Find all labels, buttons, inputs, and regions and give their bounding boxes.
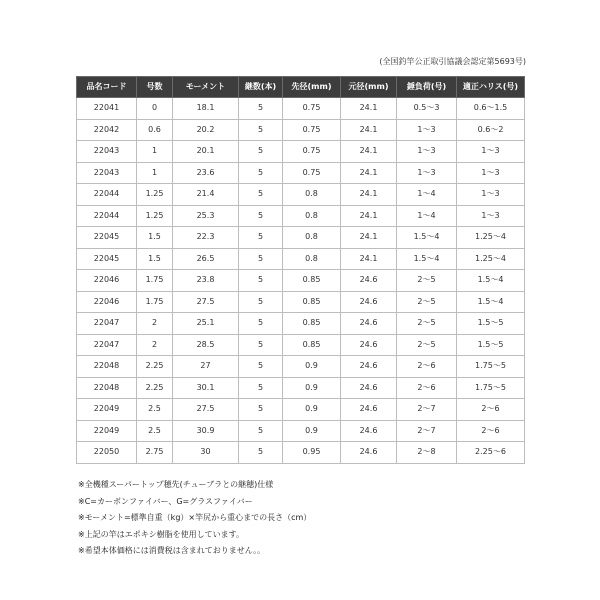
note-tax-excluded: ※希望本体価格には消費税は含まれておりません。。	[78, 546, 266, 555]
cell-moment: 22.3	[173, 227, 239, 249]
cell-sinker-load: 1〜3	[397, 119, 457, 141]
cell-butt-diameter: 24.6	[341, 291, 397, 313]
col-header-size: 号数	[137, 77, 173, 98]
spec-table-header	[77, 77, 525, 98]
cell-leader: 2〜6	[457, 420, 525, 442]
note-material-legend: ※C=カーボンファイバー、G=グラスファイバー	[78, 496, 253, 506]
table-row	[77, 205, 525, 227]
cell-product-code: 22047	[77, 334, 137, 356]
cell-tip-diameter: 0.9	[283, 420, 341, 442]
cell-tip-diameter: 0.8	[283, 227, 341, 249]
cell-moment: 25.3	[173, 205, 239, 227]
cell-butt-diameter: 24.1	[341, 98, 397, 120]
cell-leader: 1.25〜4	[457, 248, 525, 270]
cell-product-code: 22046	[77, 270, 137, 292]
cell-moment: 18.1	[173, 98, 239, 120]
cell-moment: 23.6	[173, 162, 239, 184]
table-row	[77, 270, 525, 292]
cell-product-code: 22045	[77, 227, 137, 249]
cell-product-code: 22042	[77, 119, 137, 141]
cell-sections: 5	[239, 334, 283, 356]
cell-butt-diameter: 24.6	[341, 334, 397, 356]
col-header-product-code: 品名コード	[77, 77, 137, 98]
cell-size: 1.75	[137, 270, 173, 292]
cell-butt-diameter: 24.6	[341, 270, 397, 292]
cell-product-code: 22041	[77, 98, 137, 120]
cell-moment: 28.5	[173, 334, 239, 356]
cell-size: 2	[137, 334, 173, 356]
cell-sections: 5	[239, 162, 283, 184]
cell-product-code: 22043	[77, 141, 137, 163]
cell-sections: 5	[239, 313, 283, 335]
table-row	[77, 442, 525, 464]
note-epoxy-resin: ※上記の竿はエポキシ樹脂を使用しています。	[78, 529, 244, 539]
cell-tip-diameter: 0.8	[283, 184, 341, 206]
cell-tip-diameter: 0.75	[283, 98, 341, 120]
cell-sinker-load: 2〜6	[397, 356, 457, 378]
cell-sinker-load: 1.5〜4	[397, 248, 457, 270]
table-row	[77, 334, 525, 356]
cell-tip-diameter: 0.75	[283, 119, 341, 141]
cell-butt-diameter: 24.1	[341, 227, 397, 249]
cell-butt-diameter: 24.6	[341, 313, 397, 335]
cell-size: 1.5	[137, 227, 173, 249]
note-moment-definition: ※モーメント=標準自重（kg）×竿尻から重心までの長さ（cm）	[78, 513, 312, 522]
cell-leader: 0.6〜2	[457, 119, 525, 141]
cell-moment: 30.1	[173, 377, 239, 399]
cell-sinker-load: 1〜3	[397, 141, 457, 163]
cell-size: 1	[137, 162, 173, 184]
cell-butt-diameter: 24.6	[341, 356, 397, 378]
cell-sections: 5	[239, 119, 283, 141]
cell-sinker-load: 1〜3	[397, 162, 457, 184]
cell-leader: 1〜3	[457, 205, 525, 227]
cell-product-code: 22047	[77, 313, 137, 335]
table-row	[77, 291, 525, 313]
table-row	[77, 399, 525, 421]
cell-sinker-load: 2〜8	[397, 442, 457, 464]
cell-product-code: 22043	[77, 162, 137, 184]
cell-sections: 5	[239, 399, 283, 421]
cell-size: 1.25	[137, 184, 173, 206]
cell-size: 2	[137, 313, 173, 335]
cell-leader: 1.25〜4	[457, 227, 525, 249]
spec-table-body	[77, 98, 525, 464]
cell-moment: 21.4	[173, 184, 239, 206]
table-row	[77, 227, 525, 249]
table-row	[77, 184, 525, 206]
cell-sections: 5	[239, 442, 283, 464]
cell-tip-diameter: 0.9	[283, 377, 341, 399]
table-row	[77, 420, 525, 442]
cell-tip-diameter: 0.85	[283, 313, 341, 335]
cell-moment: 30.9	[173, 420, 239, 442]
table-row	[77, 248, 525, 270]
header-row	[77, 77, 525, 98]
col-header-tip-diameter: 先径(mm)	[283, 77, 341, 98]
cell-moment: 20.1	[173, 141, 239, 163]
table-row	[77, 119, 525, 141]
cell-moment: 25.1	[173, 313, 239, 335]
cell-size: 1.5	[137, 248, 173, 270]
cell-sinker-load: 2〜5	[397, 334, 457, 356]
cell-sinker-load: 2〜7	[397, 399, 457, 421]
table-row	[77, 313, 525, 335]
spec-table	[76, 76, 525, 464]
cell-butt-diameter: 24.1	[341, 248, 397, 270]
cell-size: 2.75	[137, 442, 173, 464]
cell-leader: 1.5〜5	[457, 334, 525, 356]
cell-sinker-load: 2〜7	[397, 420, 457, 442]
cell-sections: 5	[239, 227, 283, 249]
cell-product-code: 22044	[77, 205, 137, 227]
cell-sections: 5	[239, 356, 283, 378]
cell-sinker-load: 1〜4	[397, 184, 457, 206]
cell-leader: 0.6〜1.5	[457, 98, 525, 120]
cell-tip-diameter: 0.85	[283, 334, 341, 356]
table-row	[77, 98, 525, 120]
cell-size: 0	[137, 98, 173, 120]
cell-sinker-load: 1.5〜4	[397, 227, 457, 249]
cell-tip-diameter: 0.8	[283, 248, 341, 270]
cell-butt-diameter: 24.1	[341, 162, 397, 184]
cell-sections: 5	[239, 184, 283, 206]
cell-product-code: 22048	[77, 356, 137, 378]
cell-butt-diameter: 24.1	[341, 119, 397, 141]
cell-product-code: 22044	[77, 184, 137, 206]
cell-leader: 1〜3	[457, 162, 525, 184]
cell-leader: 1.75〜5	[457, 377, 525, 399]
cell-product-code: 22046	[77, 291, 137, 313]
cell-tip-diameter: 0.8	[283, 205, 341, 227]
cell-sections: 5	[239, 270, 283, 292]
cell-tip-diameter: 0.85	[283, 270, 341, 292]
note-tip-spec: ※全機種スーパートップ穂先(チューブラとの継穂)仕様	[78, 480, 274, 489]
cell-tip-diameter: 0.9	[283, 356, 341, 378]
cell-tip-diameter: 0.85	[283, 291, 341, 313]
cell-butt-diameter: 24.6	[341, 420, 397, 442]
cell-tip-diameter: 0.95	[283, 442, 341, 464]
cell-size: 1.25	[137, 205, 173, 227]
cell-product-code: 22050	[77, 442, 137, 464]
cell-product-code: 22049	[77, 399, 137, 421]
cell-sections: 5	[239, 205, 283, 227]
cell-sections: 5	[239, 377, 283, 399]
table-row	[77, 141, 525, 163]
cell-product-code: 22045	[77, 248, 137, 270]
cell-moment: 23.8	[173, 270, 239, 292]
cell-sections: 5	[239, 141, 283, 163]
cell-moment: 30	[173, 442, 239, 464]
cell-butt-diameter: 24.6	[341, 377, 397, 399]
cell-sinker-load: 2〜6	[397, 377, 457, 399]
cell-tip-diameter: 0.75	[283, 141, 341, 163]
cell-tip-diameter: 0.75	[283, 162, 341, 184]
certification-note: (全国釣竿公正取引協議会認定第5693号)	[379, 57, 526, 66]
cell-size: 2.25	[137, 356, 173, 378]
col-header-moment: モーメント	[173, 77, 239, 98]
col-header-butt-diameter: 元径(mm)	[341, 77, 397, 98]
cell-butt-diameter: 24.1	[341, 141, 397, 163]
cell-butt-diameter: 24.1	[341, 205, 397, 227]
cell-leader: 1〜3	[457, 141, 525, 163]
cell-moment: 27.5	[173, 399, 239, 421]
cell-leader: 1.5〜4	[457, 291, 525, 313]
cell-moment: 20.2	[173, 119, 239, 141]
cell-butt-diameter: 24.1	[341, 184, 397, 206]
cell-sections: 5	[239, 291, 283, 313]
cell-size: 2.5	[137, 420, 173, 442]
cell-size: 1.75	[137, 291, 173, 313]
cell-butt-diameter: 24.6	[341, 399, 397, 421]
cell-moment: 27	[173, 356, 239, 378]
cell-sinker-load: 2〜5	[397, 270, 457, 292]
table-row	[77, 356, 525, 378]
cell-leader: 2.25〜6	[457, 442, 525, 464]
cell-size: 1	[137, 141, 173, 163]
table-row	[77, 377, 525, 399]
cell-leader: 1.75〜5	[457, 356, 525, 378]
cell-size: 0.6	[137, 119, 173, 141]
cell-sections: 5	[239, 248, 283, 270]
cell-leader: 2〜6	[457, 399, 525, 421]
cell-product-code: 22048	[77, 377, 137, 399]
cell-product-code: 22049	[77, 420, 137, 442]
cell-leader: 1.5〜4	[457, 270, 525, 292]
col-header-sinker-load: 錘負荷(号)	[397, 77, 457, 98]
cell-sections: 5	[239, 98, 283, 120]
cell-sinker-load: 1〜4	[397, 205, 457, 227]
cell-sinker-load: 0.5〜3	[397, 98, 457, 120]
cell-leader: 1.5〜5	[457, 313, 525, 335]
col-header-leader: 適正ハリス(号)	[457, 77, 525, 98]
cell-moment: 26.5	[173, 248, 239, 270]
cell-moment: 27.5	[173, 291, 239, 313]
cell-butt-diameter: 24.6	[341, 442, 397, 464]
cell-size: 2.25	[137, 377, 173, 399]
cell-sinker-load: 2〜5	[397, 313, 457, 335]
col-header-sections: 継数(本)	[239, 77, 283, 98]
cell-leader: 1〜3	[457, 184, 525, 206]
cell-sinker-load: 2〜5	[397, 291, 457, 313]
notes-section	[78, 477, 311, 560]
table-row	[77, 162, 525, 184]
cell-tip-diameter: 0.9	[283, 399, 341, 421]
cell-sections: 5	[239, 420, 283, 442]
cell-size: 2.5	[137, 399, 173, 421]
